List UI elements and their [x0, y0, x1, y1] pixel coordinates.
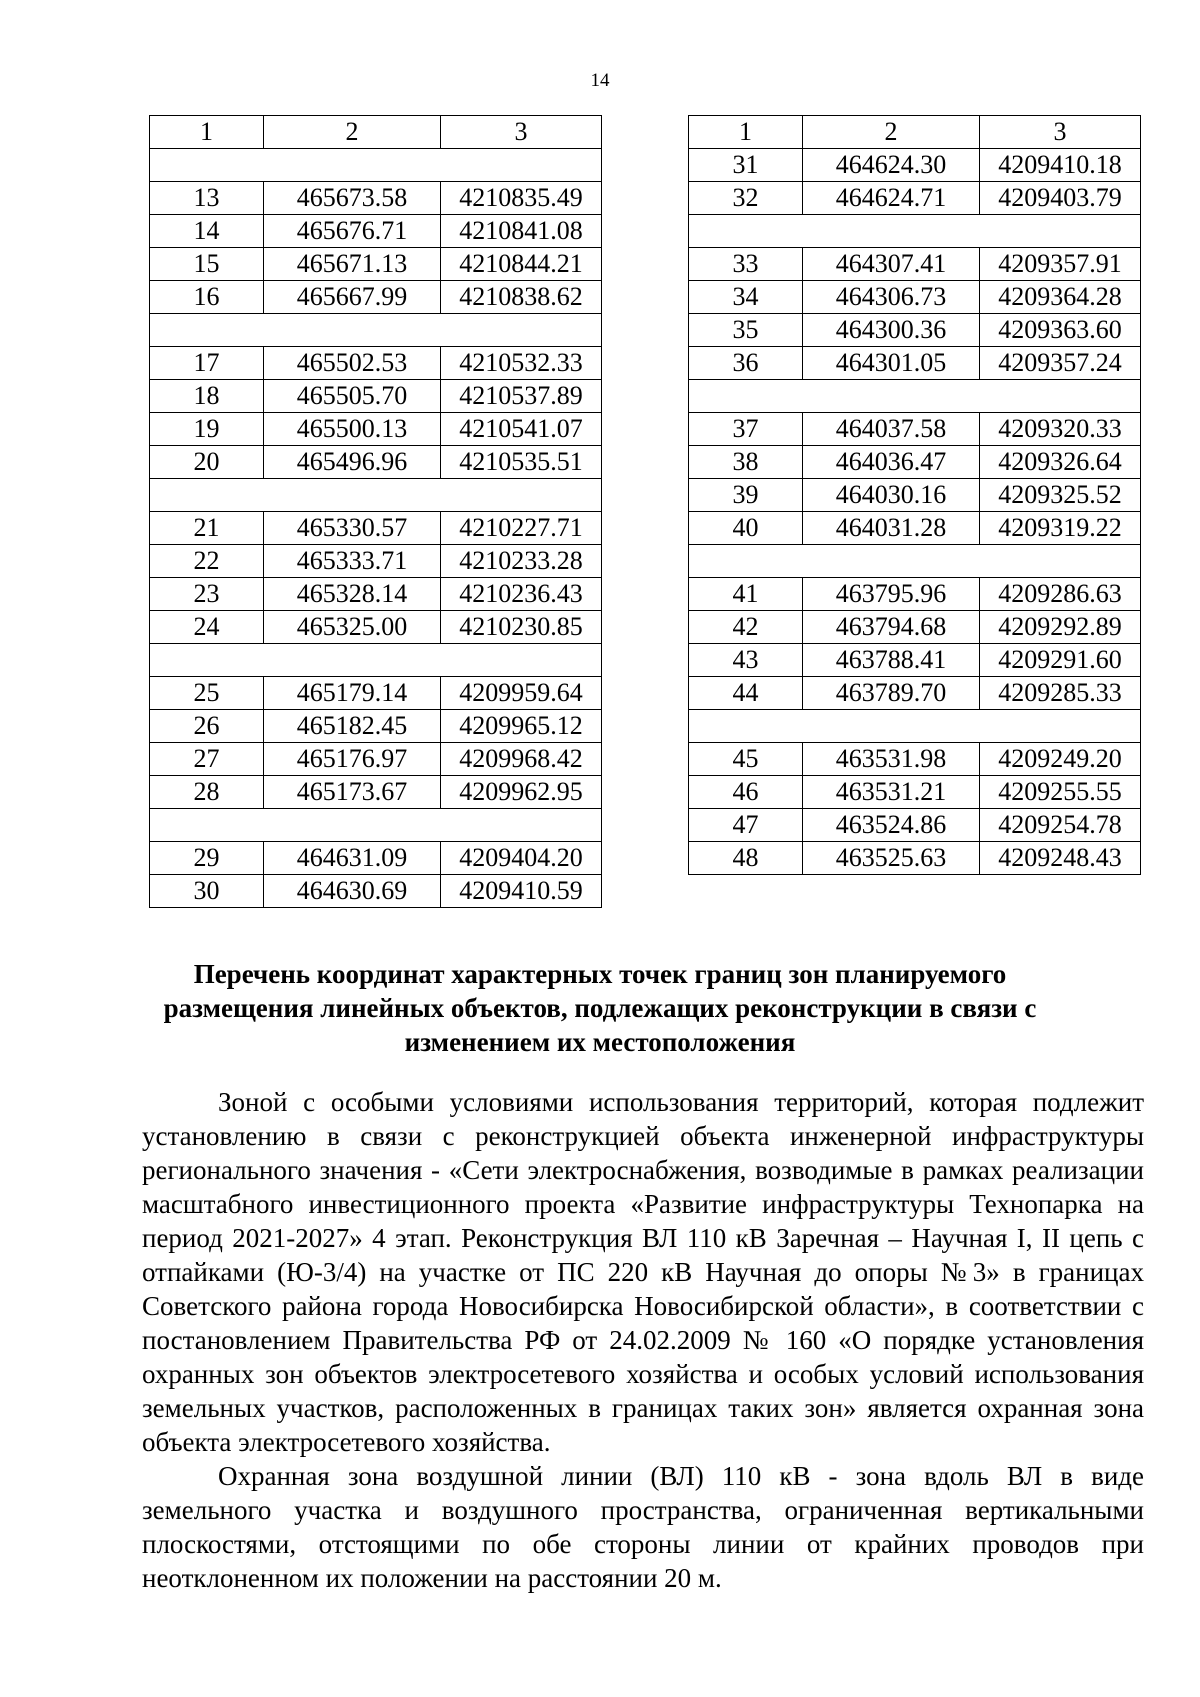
y-coordinate-cell: 4209291.60: [980, 644, 1141, 677]
coordinates-table-right: [688, 115, 1141, 875]
point-number-cell: 19: [150, 413, 264, 446]
point-number-cell: 23: [150, 578, 264, 611]
coordinates-table-left: [149, 115, 602, 908]
table-row: [150, 578, 602, 611]
point-number-cell: 14: [150, 215, 264, 248]
y-coordinate-cell: 4209962.95: [441, 776, 602, 809]
table-row: [689, 776, 1141, 809]
y-coordinate-cell: 4209968.42: [441, 743, 602, 776]
x-coordinate-cell: 464624.71: [803, 182, 980, 215]
table-row: [689, 182, 1141, 215]
table-row: [689, 149, 1141, 182]
point-number-cell: 39: [689, 479, 803, 512]
y-coordinate-cell: 4209403.79: [980, 182, 1141, 215]
x-coordinate-cell: 465330.57: [264, 512, 441, 545]
y-coordinate-cell: 4209326.64: [980, 446, 1141, 479]
y-coordinate-cell: 4209410.18: [980, 149, 1141, 182]
table-row: [150, 215, 602, 248]
table-row: [689, 743, 1141, 776]
table-row: [150, 545, 602, 578]
y-coordinate-cell: 4209292.89: [980, 611, 1141, 644]
x-coordinate-cell: 465173.67: [264, 776, 441, 809]
x-coordinate-cell: 464031.28: [803, 512, 980, 545]
point-number-cell: 18: [150, 380, 264, 413]
section-heading: Перечень координат характерных точек границ зон планируемого размещения линейных объектов, подлежащих реконструкции в связи с изменением их местоположения: [163, 959, 1037, 1057]
column-header: 3: [980, 116, 1141, 149]
separator-cell: [689, 215, 1141, 248]
point-number-cell: 28: [150, 776, 264, 809]
separator-row: [689, 545, 1141, 578]
page-number: 14: [590, 70, 610, 91]
separator-row: [150, 314, 602, 347]
point-number-cell: 48: [689, 842, 803, 875]
y-coordinate-cell: 4209248.43: [980, 842, 1141, 875]
table-row: [150, 842, 602, 875]
table-row: [689, 644, 1141, 677]
point-number-cell: 36: [689, 347, 803, 380]
y-coordinate-cell: 4209319.22: [980, 512, 1141, 545]
y-coordinate-cell: 4210841.08: [441, 215, 602, 248]
table-row: [689, 677, 1141, 710]
y-coordinate-cell: 4210835.49: [441, 182, 602, 215]
y-coordinate-cell: 4210537.89: [441, 380, 602, 413]
x-coordinate-cell: 464301.05: [803, 347, 980, 380]
table-row: [150, 347, 602, 380]
point-number-cell: 27: [150, 743, 264, 776]
point-number-cell: 33: [689, 248, 803, 281]
point-number-cell: 30: [150, 875, 264, 908]
x-coordinate-cell: 463788.41: [803, 644, 980, 677]
separator-row: [689, 215, 1141, 248]
table-row: [689, 512, 1141, 545]
y-coordinate-cell: 4209363.60: [980, 314, 1141, 347]
x-coordinate-cell: 464030.16: [803, 479, 980, 512]
separator-cell: [689, 710, 1141, 743]
table-row: [689, 281, 1141, 314]
point-number-cell: 43: [689, 644, 803, 677]
point-number-cell: 29: [150, 842, 264, 875]
table-row: [689, 347, 1141, 380]
y-coordinate-cell: 4209364.28: [980, 281, 1141, 314]
y-coordinate-cell: 4209255.55: [980, 776, 1141, 809]
y-coordinate-cell: 4210838.62: [441, 281, 602, 314]
table-row: [689, 314, 1141, 347]
point-number-cell: 20: [150, 446, 264, 479]
separator-cell: [150, 149, 602, 182]
table-row: [689, 809, 1141, 842]
table-row: [689, 842, 1141, 875]
x-coordinate-cell: 464306.73: [803, 281, 980, 314]
x-coordinate-cell: 463524.86: [803, 809, 980, 842]
table-row: [689, 446, 1141, 479]
y-coordinate-cell: 4209285.33: [980, 677, 1141, 710]
table-row: [150, 611, 602, 644]
x-coordinate-cell: 464631.09: [264, 842, 441, 875]
point-number-cell: 16: [150, 281, 264, 314]
point-number-cell: 13: [150, 182, 264, 215]
table-row: [689, 611, 1141, 644]
table-row: [689, 578, 1141, 611]
x-coordinate-cell: 463795.96: [803, 578, 980, 611]
body-text: [142, 1085, 1144, 1595]
point-number-cell: 21: [150, 512, 264, 545]
x-coordinate-cell: 465179.14: [264, 677, 441, 710]
x-coordinate-cell: 465325.00: [264, 611, 441, 644]
x-coordinate-cell: 465496.96: [264, 446, 441, 479]
y-coordinate-cell: 4210230.85: [441, 611, 602, 644]
y-coordinate-cell: 4210227.71: [441, 512, 602, 545]
y-coordinate-cell: 4209965.12: [441, 710, 602, 743]
y-coordinate-cell: 4209254.78: [980, 809, 1141, 842]
point-number-cell: 22: [150, 545, 264, 578]
table-row: [150, 776, 602, 809]
table-row: [689, 479, 1141, 512]
x-coordinate-cell: 465671.13: [264, 248, 441, 281]
x-coordinate-cell: 464037.58: [803, 413, 980, 446]
x-coordinate-cell: 465667.99: [264, 281, 441, 314]
y-coordinate-cell: 4209249.20: [980, 743, 1141, 776]
point-number-cell: 37: [689, 413, 803, 446]
y-coordinate-cell: 4209325.52: [980, 479, 1141, 512]
x-coordinate-cell: 464307.41: [803, 248, 980, 281]
y-coordinate-cell: 4209320.33: [980, 413, 1141, 446]
y-coordinate-cell: 4209357.91: [980, 248, 1141, 281]
point-number-cell: 47: [689, 809, 803, 842]
table-row: [150, 512, 602, 545]
separator-cell: [150, 479, 602, 512]
table-row: [150, 875, 602, 908]
y-coordinate-cell: 4209286.63: [980, 578, 1141, 611]
point-number-cell: 45: [689, 743, 803, 776]
y-coordinate-cell: 4210844.21: [441, 248, 602, 281]
y-coordinate-cell: 4209410.59: [441, 875, 602, 908]
x-coordinate-cell: 465182.45: [264, 710, 441, 743]
x-coordinate-cell: 464630.69: [264, 875, 441, 908]
x-coordinate-cell: 464624.30: [803, 149, 980, 182]
x-coordinate-cell: 464300.36: [803, 314, 980, 347]
column-header: 1: [689, 116, 803, 149]
x-coordinate-cell: 465333.71: [264, 545, 441, 578]
x-coordinate-cell: 464036.47: [803, 446, 980, 479]
separator-row: [150, 149, 602, 182]
table-row: [150, 182, 602, 215]
separator-cell: [689, 545, 1141, 578]
y-coordinate-cell: 4210532.33: [441, 347, 602, 380]
y-coordinate-cell: 4210541.07: [441, 413, 602, 446]
table-row: [689, 248, 1141, 281]
paragraph: Охранная зона воздушной линии (ВЛ) 110 кВ - зона вдоль ВЛ в виде земельного участка и воздушного пространства, ограниченная вертикальными плоскостями, отстоящими по обе стороны линии от крайних проводов при неотклоненном их положении на расстоянии 20 м.: [142, 1461, 1144, 1593]
point-number-cell: 41: [689, 578, 803, 611]
column-header: 2: [264, 116, 441, 149]
y-coordinate-cell: 4210233.28: [441, 545, 602, 578]
table-row: [150, 677, 602, 710]
separator-row: [150, 809, 602, 842]
y-coordinate-cell: 4210535.51: [441, 446, 602, 479]
x-coordinate-cell: 465676.71: [264, 215, 441, 248]
y-coordinate-cell: 4209357.24: [980, 347, 1141, 380]
x-coordinate-cell: 465328.14: [264, 578, 441, 611]
table-row: [150, 248, 602, 281]
point-number-cell: 15: [150, 248, 264, 281]
y-coordinate-cell: 4210236.43: [441, 578, 602, 611]
paragraph: Зоной с особыми условиями использования территорий, которая подлежит установлению в связи с реконструкцией объекта инженерной инфраструктуры регионального значения - «Сети электроснабжения, возводимые в рамках реализации масштабного инвестиционного проекта «Развитие инфраструктуры Технопарка на период 2021-2027» 4 этап. Реконструкция ВЛ 110 кВ Заречная – Научная I, II цепь с отпайками (Ю-3/4) на участке от ПС 220 кВ Научная до опоры №3» в границах Советского района города Новосибирска Новосибирской области», в соответствии с постановлением Правительства РФ от 24.02.2009 № 160 «О порядке установления охранных зон объектов электросетевого хозяйства и особых условий использования земельных участков, расположенных в границах таких зон» является охранная зона объекта электросетевого хозяйства.: [142, 1087, 1144, 1457]
table-row: [150, 710, 602, 743]
x-coordinate-cell: 465176.97: [264, 743, 441, 776]
table-row: [150, 743, 602, 776]
point-number-cell: 38: [689, 446, 803, 479]
column-header: 2: [803, 116, 980, 149]
x-coordinate-cell: 463531.21: [803, 776, 980, 809]
separator-cell: [689, 380, 1141, 413]
separator-cell: [150, 314, 602, 347]
separator-cell: [150, 644, 602, 677]
separator-row: [689, 380, 1141, 413]
column-header: 1: [150, 116, 264, 149]
x-coordinate-cell: 463525.63: [803, 842, 980, 875]
point-number-cell: 42: [689, 611, 803, 644]
table-row: [150, 413, 602, 446]
point-number-cell: 46: [689, 776, 803, 809]
separator-row: [150, 644, 602, 677]
table-header-row: [689, 116, 1141, 149]
x-coordinate-cell: 465673.58: [264, 182, 441, 215]
point-number-cell: 40: [689, 512, 803, 545]
point-number-cell: 25: [150, 677, 264, 710]
x-coordinate-cell: 463789.70: [803, 677, 980, 710]
point-number-cell: 24: [150, 611, 264, 644]
separator-row: [150, 479, 602, 512]
x-coordinate-cell: 465505.70: [264, 380, 441, 413]
x-coordinate-cell: 465500.13: [264, 413, 441, 446]
x-coordinate-cell: 465502.53: [264, 347, 441, 380]
y-coordinate-cell: 4209404.20: [441, 842, 602, 875]
column-header: 3: [441, 116, 602, 149]
point-number-cell: 44: [689, 677, 803, 710]
table-row: [150, 380, 602, 413]
point-number-cell: 32: [689, 182, 803, 215]
table-header-row: [150, 116, 602, 149]
separator-row: [689, 710, 1141, 743]
x-coordinate-cell: 463531.98: [803, 743, 980, 776]
separator-cell: [150, 809, 602, 842]
point-number-cell: 31: [689, 149, 803, 182]
table-row: [150, 281, 602, 314]
y-coordinate-cell: 4209959.64: [441, 677, 602, 710]
point-number-cell: 17: [150, 347, 264, 380]
table-row: [150, 446, 602, 479]
table-row: [689, 413, 1141, 446]
point-number-cell: 26: [150, 710, 264, 743]
point-number-cell: 35: [689, 314, 803, 347]
point-number-cell: 34: [689, 281, 803, 314]
x-coordinate-cell: 463794.68: [803, 611, 980, 644]
